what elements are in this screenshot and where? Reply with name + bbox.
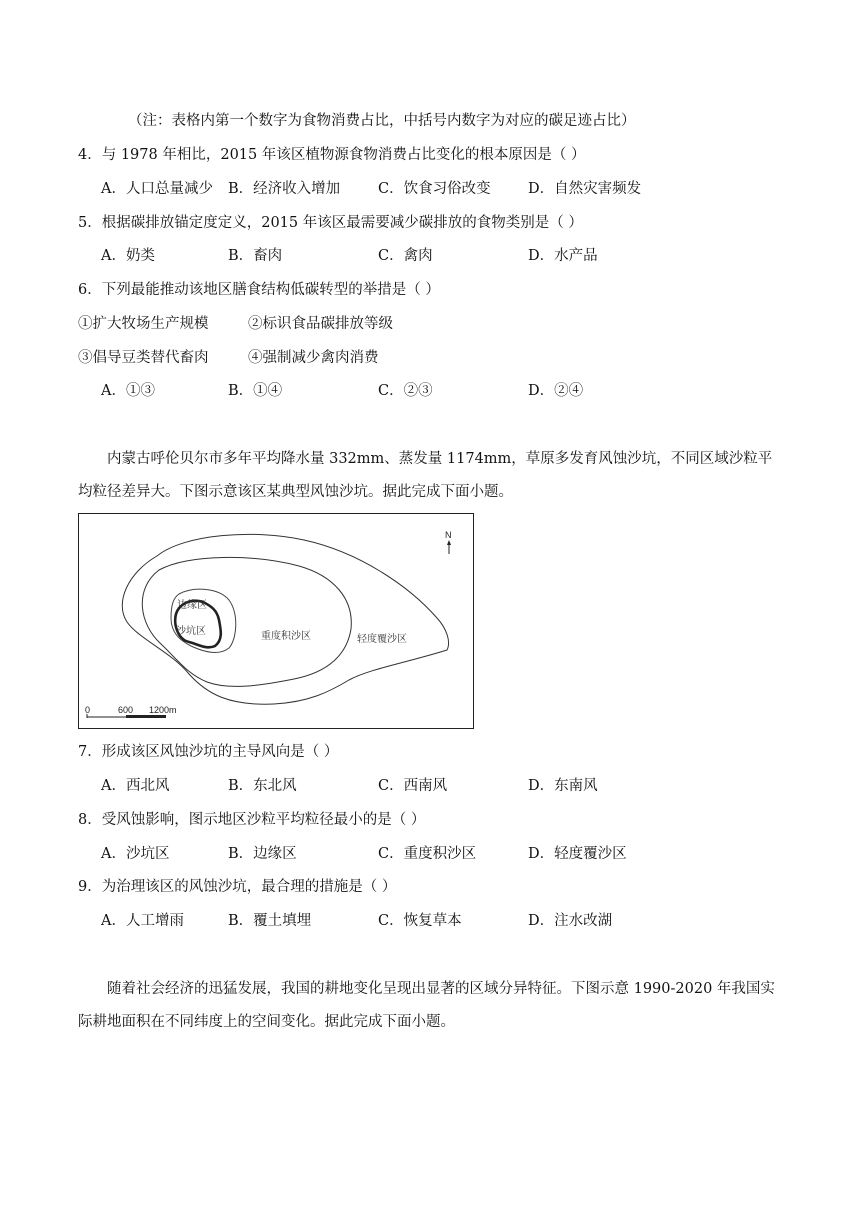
- scale-1200m: 1200m: [149, 705, 177, 715]
- q5-option-c[interactable]: C．禽肉: [378, 248, 433, 264]
- q5-option-d[interactable]: D．水产品: [528, 248, 598, 264]
- q7-option-b[interactable]: B．东北风: [228, 778, 297, 794]
- q4-option-b[interactable]: B．经济收入增加: [228, 181, 341, 197]
- question-6-stem: 6．下列最能推动该地区膳食结构低碳转型的举措是（ ）: [78, 282, 440, 298]
- q6-option-d[interactable]: D．②④: [528, 383, 584, 399]
- q6-option-a[interactable]: A．①③: [101, 383, 155, 399]
- label-light-sand: 轻度覆沙区: [357, 634, 407, 645]
- table-note: （注：表格内第一个数字为食物消费占比，中括号内数字为对应的碳足迹占比）: [128, 113, 636, 129]
- scale-0: 0: [85, 705, 91, 715]
- q6-statement-3: ③倡导豆类替代畜肉: [78, 350, 209, 366]
- q9-option-a[interactable]: A．人工增雨: [101, 913, 184, 929]
- heavy-sand-area-boundary: [142, 557, 351, 686]
- passage-wind-erosion: 内蒙古呼伦贝尔市多年平均降水量 332mm、蒸发量 1174mm，草原多发育风蚀沙坑，不同区域沙粒平均粒径差异大。下图示意该区某典型风蚀沙坑。据此完成下面小题。: [78, 451, 773, 500]
- label-heavy-sand: 重度积沙区: [261, 631, 311, 642]
- question-8-stem: 8．受风蚀影响，图示地区沙粒平均粒径最小的是（ ）: [78, 812, 426, 828]
- q8-option-d[interactable]: D．轻度覆沙区: [528, 846, 627, 862]
- question-9-stem: 9．为治理该区的风蚀沙坑，最合理的措施是（ ）: [78, 879, 397, 895]
- q9-option-d[interactable]: D．注水改湖: [528, 913, 613, 929]
- question-5-stem: 5．根据碳排放锚定度定义，2015 年该区最需要减少碳排放的食物类别是（ ）: [78, 215, 583, 231]
- passage-farmland: 随着社会经济的迅猛发展，我国的耕地变化呈现出显著的区域分异特征。下图示意 1990-2020 年我国实际耕地面积在不同纬度上的空间变化。据此完成下面小题。: [78, 981, 775, 1030]
- q6-statement-1: ①扩大牧场生产规模: [78, 316, 209, 332]
- question-4-stem: 4．与 1978 年相比，2015 年该区植物源食物消费占比变化的根本原因是（ ）: [78, 147, 586, 163]
- question-7-stem: 7．形成该区风蚀沙坑的主导风向是（ ）: [78, 744, 339, 760]
- q4-option-a[interactable]: A．人口总量减少: [101, 181, 213, 197]
- q6-option-c[interactable]: C．②③: [378, 383, 433, 399]
- q4-option-d[interactable]: D．自然灾害频发: [528, 181, 642, 197]
- label-sand-pit: 沙坑区: [176, 626, 206, 637]
- q7-option-c[interactable]: C．西南风: [378, 778, 448, 794]
- q9-option-c[interactable]: C．恢复草本: [378, 913, 462, 929]
- scale-600: 600: [118, 705, 134, 715]
- q6-statement-2: ②标识食品碳排放等级: [248, 316, 393, 332]
- q9-option-b[interactable]: B．覆土填埋: [228, 913, 312, 929]
- label-edge-zone: 边缘区: [177, 600, 207, 611]
- q7-option-d[interactable]: D．东南风: [528, 778, 598, 794]
- wind-erosion-pit-map: [78, 513, 474, 729]
- q7-option-a[interactable]: A．西北风: [101, 778, 170, 794]
- q6-statement-4: ④强制减少禽肉消费: [248, 350, 379, 366]
- north-label: N: [445, 530, 452, 540]
- q5-option-b[interactable]: B．畜肉: [228, 248, 283, 264]
- q5-option-a[interactable]: A．奶类: [101, 248, 155, 264]
- q6-option-b[interactable]: B．①④: [228, 383, 283, 399]
- q8-option-c[interactable]: C．重度积沙区: [378, 846, 477, 862]
- q8-option-b[interactable]: B．边缘区: [228, 846, 297, 862]
- q4-option-c[interactable]: C．饮食习俗改变: [378, 181, 491, 197]
- q8-option-a[interactable]: A．沙坑区: [101, 846, 170, 862]
